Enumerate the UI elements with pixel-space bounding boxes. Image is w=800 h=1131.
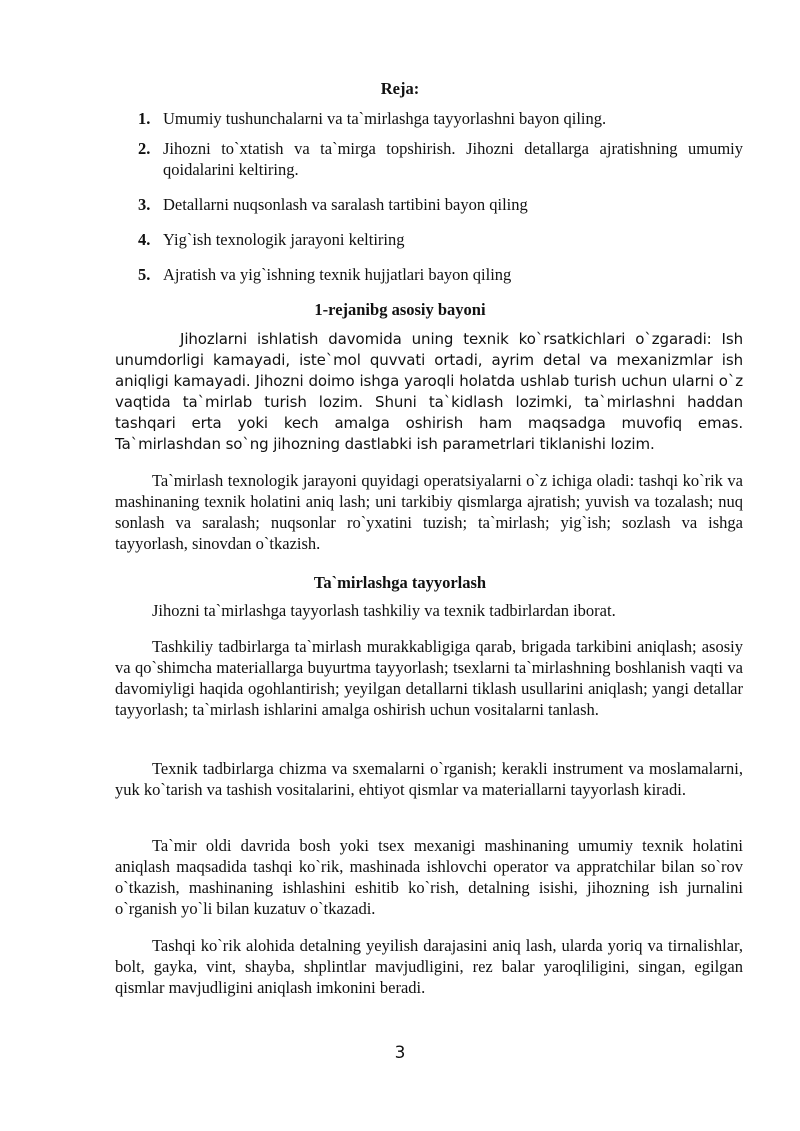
body-paragraph: Jihozni ta`mirlashga tayyorlash tashkiliy va texnik tadbirlardan iborat.	[152, 601, 616, 620]
plan-item-number: 4.	[138, 230, 151, 249]
body-paragraph: Ta`mir oldi davrida bosh yoki tsex mexanigi mashinaning umumiy texnik holatini aniqlash maqsadida tashqi ko`rik, mashinada ishlovchi operator va appratchilar bilan so`rov o`tkazish, mashinaning ishlashini eshitib ko`rish, detalning isishi, jihozning ish jurnalini o`rganish yo`li bilan kuzatuv o`tkazadi.	[115, 836, 743, 918]
plan-item-number: 5.	[138, 265, 151, 284]
plan-item-text: Ajratish va yig`ishning texnik hujjatlari bayon qiling	[163, 265, 512, 284]
plan-item	[138, 138, 743, 180]
section-heading: 1-rejanibg asosiy bayoni	[314, 300, 486, 319]
plan-item-number: 3.	[138, 195, 151, 214]
plan-heading: Reja:	[380, 79, 420, 98]
plan-item	[138, 108, 743, 129]
body-paragraph: Ta`mirlash texnologik jarayoni quyidagi operatsiyalarni o`z ichiga oladi: tashqi ko`rik va mashinaning texnik holatini aniq lash; uni tarkibiy qismlarga ajratish; yuvish va tozalash; nuq sonlash va saralash; nuqsonlar ro`yxatini tuzish; ta`mirlash; yig`ish; sozlash va ishga tayyorlash, sinovdan o`tkazish.	[115, 471, 743, 553]
plan-item	[138, 194, 743, 215]
body-paragraph: Jihozlarni ishlatish davomida uning texnik ko`rsatkichlari o`zgaradi: Ish unumdorligi kamayadi, iste`mol quvvati ortadi, ayrim detal va mexanizmlar ish aniqligi kamayadi. Jihozni doimo ishga yaroqli holatda ushlab turish uchun ularni o`z vaqtida ta`mirlab turish lozim. Shuni ta`kidlash lozimki, ta`mirlashni haddan tashqari erta yoki kech amalga oshirish ham maqsadga muvofiq emas. Ta`mirlashdan so`ng jihozning dastlabki ish parametrlari tiklanishi lozim.	[115, 330, 743, 453]
plan-item	[138, 229, 743, 250]
plan-item-text: Umumiy tushunchalarni va ta`mirlashga tayyorlashni bayon qiling.	[163, 109, 607, 128]
section-heading: Ta`mirlashga tayyorlash	[313, 573, 487, 592]
plan-item-number: 2.	[138, 139, 151, 158]
plan-item-text: Jihozni to`xtatish va ta`mirga topshirish. Jihozni detallarga ajratishning umumiy qoidalarini keltiring.	[163, 139, 743, 179]
page-number: 3	[394, 1043, 406, 1063]
body-paragraph: Tashkiliy tadbirlarga ta`mirlash murakkabligiga qarab, brigada tarkibini aniqlash; asosiy va qo`shimcha materiallarga buyurtma tayyorlash; tsexlarni ta`mirlashning boshlanish vaqti va davomiyligi haqida ogohlantirish; yeyilgan detallarni tiklash usullarini aniqlash; yangi detallar tayyorlash; ta`mirlash ishlarini amalga oshirish uchun vositalarni tanlash.	[115, 637, 743, 719]
plan-item-text: Yig`ish texnologik jarayoni keltiring	[163, 230, 405, 249]
plan-item-text: Detallarni nuqsonlash va saralash tartibini bayon qiling	[163, 195, 528, 214]
plan-item	[138, 264, 743, 285]
body-paragraph: Tashqi ko`rik alohida detalning yeyilish darajasini aniq lash, ularda yoriq va tirnalishlar, bolt, gayka, vint, shayba, shplintlar mavjudligini, rez balar yaroqliligini, singan, egilgan qismlar mavjudligini aniqlash imkonini beradi.	[115, 936, 743, 997]
plan-item-number: 1.	[138, 109, 151, 128]
body-paragraph: Texnik tadbirlarga chizma va sxemalarni o`rganish; kerakli instrument va moslamalarni, yuk ko`tarish va tashish vositalarini, ehtiyot qismlar va materiallarni tayyorlash kiradi.	[115, 759, 743, 799]
